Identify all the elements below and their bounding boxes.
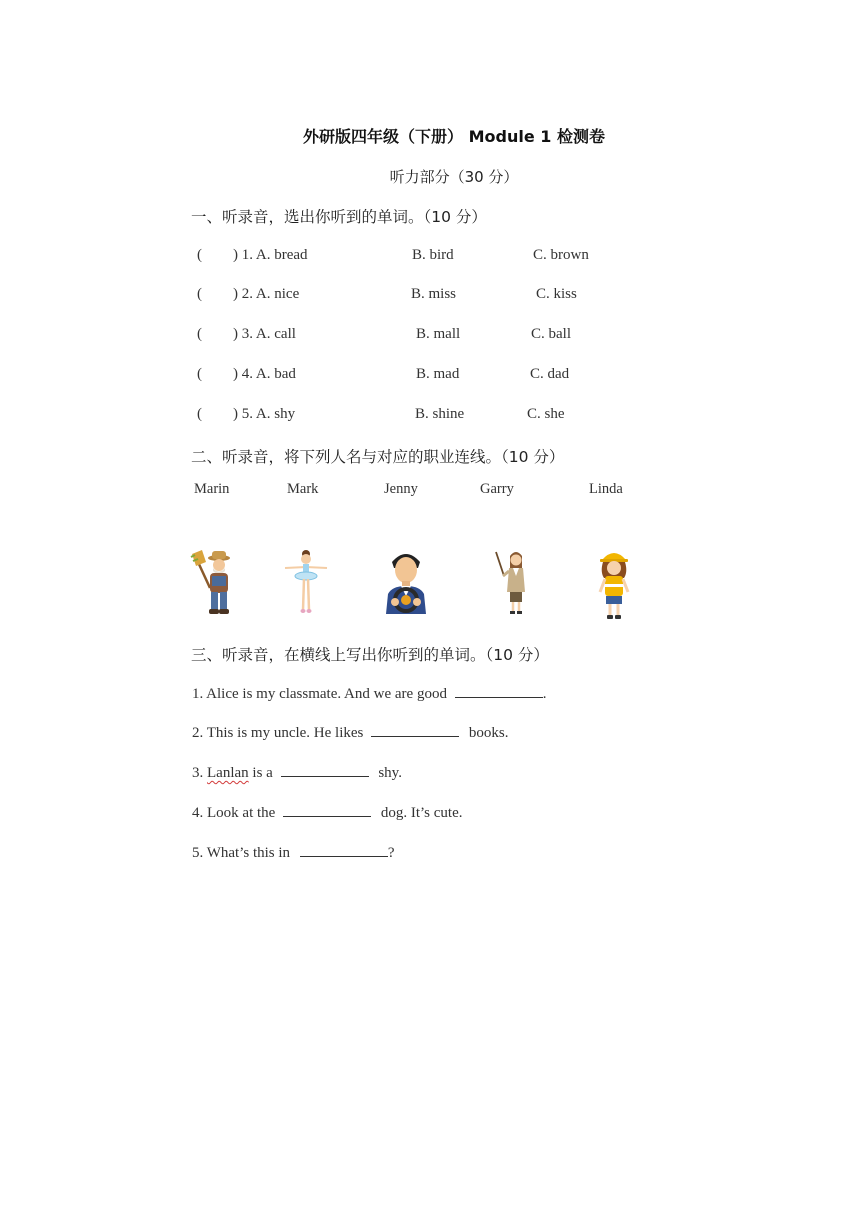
sentence-5-text: 5. What’s this in <box>192 845 291 861</box>
question-2-option-c: C. kiss <box>536 286 577 302</box>
fill-sentence-2 <box>192 722 508 742</box>
name-marin: Marin <box>194 481 230 497</box>
driver-icon <box>382 548 430 616</box>
answer-paren: ( <box>197 326 202 342</box>
sentence-4-text: 4. Look at the <box>192 805 276 821</box>
teacher-icon <box>492 548 532 616</box>
answer-blank-2[interactable] <box>371 722 459 737</box>
answer-paren: ( <box>197 286 202 302</box>
question-1-option-c: C. brown <box>533 247 589 263</box>
sentence-2-text: 2. This is my uncle. He likes <box>192 725 364 741</box>
fill-sentence-5 <box>192 842 394 862</box>
answer-blank-4[interactable] <box>283 802 371 817</box>
dancer-icon <box>281 548 331 616</box>
section3-heading: 三、听录音，在横线上写出你听到的单词。（10 分） <box>191 646 549 664</box>
answer-blank-1[interactable] <box>455 683 543 698</box>
section1-heading: 一、听录音，选出你听到的单词。（10 分） <box>191 208 487 226</box>
question-5-option-c: C. she <box>527 406 565 422</box>
name-linda: Linda <box>589 481 623 497</box>
question-4-option-a: ) 4. A. bad <box>233 366 296 382</box>
fill-sentence-1 <box>192 683 546 703</box>
question-1-option-a: ) 1. A. bread <box>233 247 308 263</box>
section2-heading: 二、听录音，将下列人名与对应的职业连线。（10 分） <box>191 448 565 466</box>
question-1-option-b: B. bird <box>412 247 454 263</box>
answer-blank-5[interactable] <box>300 842 388 857</box>
answer-blank-3[interactable] <box>281 762 369 777</box>
name-jenny: Jenny <box>384 481 418 497</box>
question-3-option-c: C. ball <box>531 326 571 342</box>
sentence-4-end: dog. It’s cute. <box>380 805 463 821</box>
sentence-1-end: . <box>542 686 547 702</box>
sentence-3-text: is a <box>248 765 273 781</box>
name-garry: Garry <box>480 481 514 497</box>
farmer-icon <box>190 548 238 616</box>
spellcheck-underlined-word: Lanlan <box>207 765 249 781</box>
question-2-option-b: B. miss <box>411 286 457 302</box>
question-5-option-b: B. shine <box>415 406 465 422</box>
answer-paren: ( <box>197 406 202 422</box>
question-4-option-b: B. mad <box>416 366 460 382</box>
sentence-2-end: books. <box>468 725 509 741</box>
fill-sentence-4 <box>192 802 462 822</box>
sentence-5-end: ? <box>387 845 395 861</box>
answer-paren: ( <box>197 247 202 263</box>
answer-paren: ( <box>197 366 202 382</box>
fill-sentence-3 <box>192 762 402 782</box>
question-3-option-b: B. mall <box>416 326 461 342</box>
question-3-option-a: ) 3. A. call <box>233 326 296 342</box>
listening-part-subtitle: 听力部分（30 分） <box>389 168 519 186</box>
question-2-option-a: ) 2. A. nice <box>233 286 300 302</box>
sentence-3-end: shy. <box>378 765 402 781</box>
question-4-option-c: C. dad <box>530 366 570 382</box>
sentence-3-number: 3. <box>192 765 207 781</box>
worker-icon <box>596 548 632 622</box>
name-mark: Mark <box>287 481 319 497</box>
question-5-option-a: ) 5. A. shy <box>233 406 296 422</box>
sentence-1-text: 1. Alice is my classmate. And we are good <box>192 686 447 702</box>
page-title: 外研版四年级（下册） Module 1 检测卷 <box>303 127 605 146</box>
